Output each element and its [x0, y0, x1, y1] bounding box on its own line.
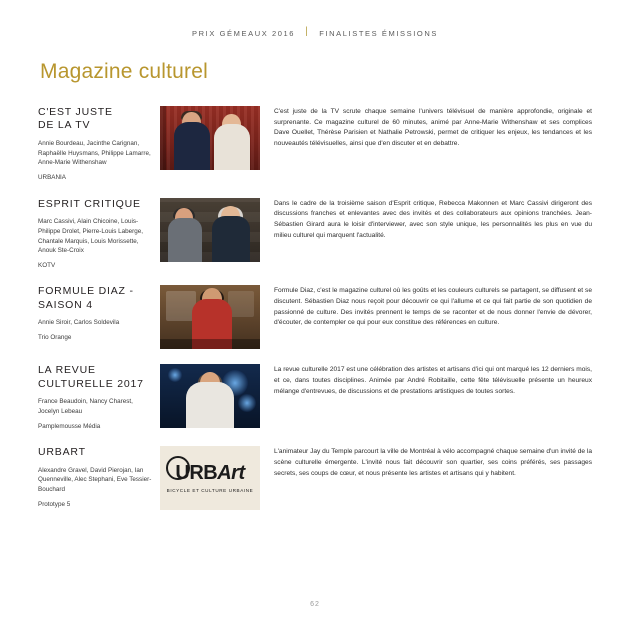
producer-name: Pamplemousse Média	[38, 422, 101, 430]
entry-meta	[38, 446, 160, 509]
list-item	[38, 106, 592, 183]
page-number: 62	[310, 601, 320, 608]
list-item	[38, 285, 592, 349]
thumb-esprit-critique	[160, 198, 260, 262]
person-body	[168, 218, 202, 262]
thumb-cest-juste-de-la-tv	[160, 106, 260, 170]
person2-body	[212, 216, 250, 262]
header-left-text: PRIX GÉMEAUX 2016	[192, 28, 296, 38]
entry-meta	[38, 106, 160, 183]
thumb-foreground	[160, 339, 260, 349]
entry-description: Dans le cadre de la troisième saison d'Esprit critique, Rebecca Makonnen et Marc Cassivi dirigeront des discussions franches et enlevantes avec des invités et des collaborateurs aux opinions tranchées. Jean-Sébastien Girard aura le loisir d'interviewer, avec son style unique, les personnalités les plus en vue du milieu culturel qui marquent l'actualité.	[274, 199, 592, 239]
list-item	[38, 198, 592, 271]
entry-thumbnail-wrap	[160, 198, 260, 262]
entry-thumbnail-wrap	[160, 106, 260, 170]
entry-meta	[38, 198, 160, 271]
entry-description: Formule Diaz, c'est le magazine culturel où les goûts et les couleurs culturels se partagent, se diffusent et se discutent. Sébastien Diaz nous reçoit pour découvrir ce qui l'allume et ce qui fait partie de son quotidien de passionné de culture. Des invités prennent le temps de se raconter et de nous donner l'envie de dévorer, d'écouter, de contempler ce qui pour eux constitue des références en culture.	[274, 287, 592, 327]
person2-body	[214, 124, 250, 170]
show-title: C'EST JUSTE DE LA TV	[38, 106, 113, 132]
entry-meta	[38, 285, 160, 342]
page-title: Magazine culturel	[40, 60, 208, 83]
urbart-logo	[160, 446, 260, 510]
show-title: FORMULE DIAZ - SAISON 4	[38, 285, 134, 311]
person-body	[186, 382, 234, 428]
thumb-formule-diaz	[160, 285, 260, 349]
nominees-list: France Beaudoin, Nancy Charest, Jocelyn Lebeau	[38, 398, 133, 416]
thumb-light-3	[168, 368, 182, 382]
entry-description: L'animateur Jay du Temple parcourt la ville de Montréal à vélo accompagné chaque semaine d'un invité de la scène culturelle émergente. L'invité nous fait découvrir son quartier, ses coins préférés, ses passages secrets, ses coups de cœur, et nous présente les artistes et artisans qui y habitent.	[274, 448, 592, 477]
urbart-logo-main	[175, 463, 244, 483]
list-item	[38, 364, 592, 431]
nominees-list: Annie Siroir, Carlos Soldevila	[38, 319, 120, 327]
show-title: URBART	[38, 446, 86, 459]
thumb-light-2	[238, 394, 256, 412]
header-right-text: FINALISTES ÉMISSIONS	[319, 28, 438, 38]
entry-thumbnail-wrap	[160, 285, 260, 349]
entry-thumbnail-wrap	[160, 364, 260, 428]
urbart-logo-art: Art	[217, 462, 245, 485]
nominees-list: Annie Bourdeau, Jacinthe Carignan, Raphaëlle Huysmans, Philippe Lamarre, Anne-Marie Withenshaw	[38, 139, 151, 167]
nominees-list: Marc Cassivi, Alain Chicoine, Louis-Philippe Drolet, Pierre-Louis Laberge, Chantale Marquis, Louis Morissette, Anouk Ste-Croix	[38, 218, 144, 255]
producer-name: URBANIA	[38, 174, 66, 182]
nominees-list: Alexandre Gravel, David Pierojan, Ian Quenneville, Alec Stephani, Eve Tessier-Bouchard	[38, 466, 152, 494]
thumb-urbart	[160, 446, 260, 510]
urbart-logo-urb: URB	[175, 462, 218, 485]
header-separator: |	[305, 26, 310, 37]
producer-name: KOTV	[38, 262, 56, 269]
producer-name: Trio Orange	[38, 334, 72, 342]
thumb-la-revue-culturelle	[160, 364, 260, 428]
entry-description: La revue culturelle 2017 est une célébration des artistes et artisans d'ici qui ont marqué les 12 derniers mois, et ce, dans toutes disciplines. Animée par André Robitaille, cette fête télévisuelle présente un heureux mélange d'entrevues, de discussions et de prestations artistiques de toutes sortes.	[274, 366, 592, 395]
list-item	[38, 446, 592, 510]
entry-meta	[38, 364, 160, 431]
show-title: ESPRIT CRITIQUE	[38, 197, 141, 210]
urbart-logo-sub: BICYCLE ET CULTURE URBAINE	[166, 488, 254, 494]
running-header	[38, 28, 592, 38]
person-body	[174, 122, 210, 170]
producer-name: Prototype 5	[38, 500, 71, 508]
show-title: LA REVUE CULTURELLE 2017	[38, 364, 144, 390]
entry-description: C'est juste de la TV scrute chaque semaine l'univers télévisuel de manière approfondie, originale et surprenante. Ce magazine culturel de 60 minutes, animé par Anne-Marie Withenshaw et ses complices Dave Ouellet, Thérèse Parisien et Nathalie Petrowski, permet de critiquer les enjeux, les tendances et les nouveautés télévisuelles, ainsi que d'en discuter et en debattre.	[274, 108, 592, 148]
entry-thumbnail-wrap	[160, 446, 260, 510]
